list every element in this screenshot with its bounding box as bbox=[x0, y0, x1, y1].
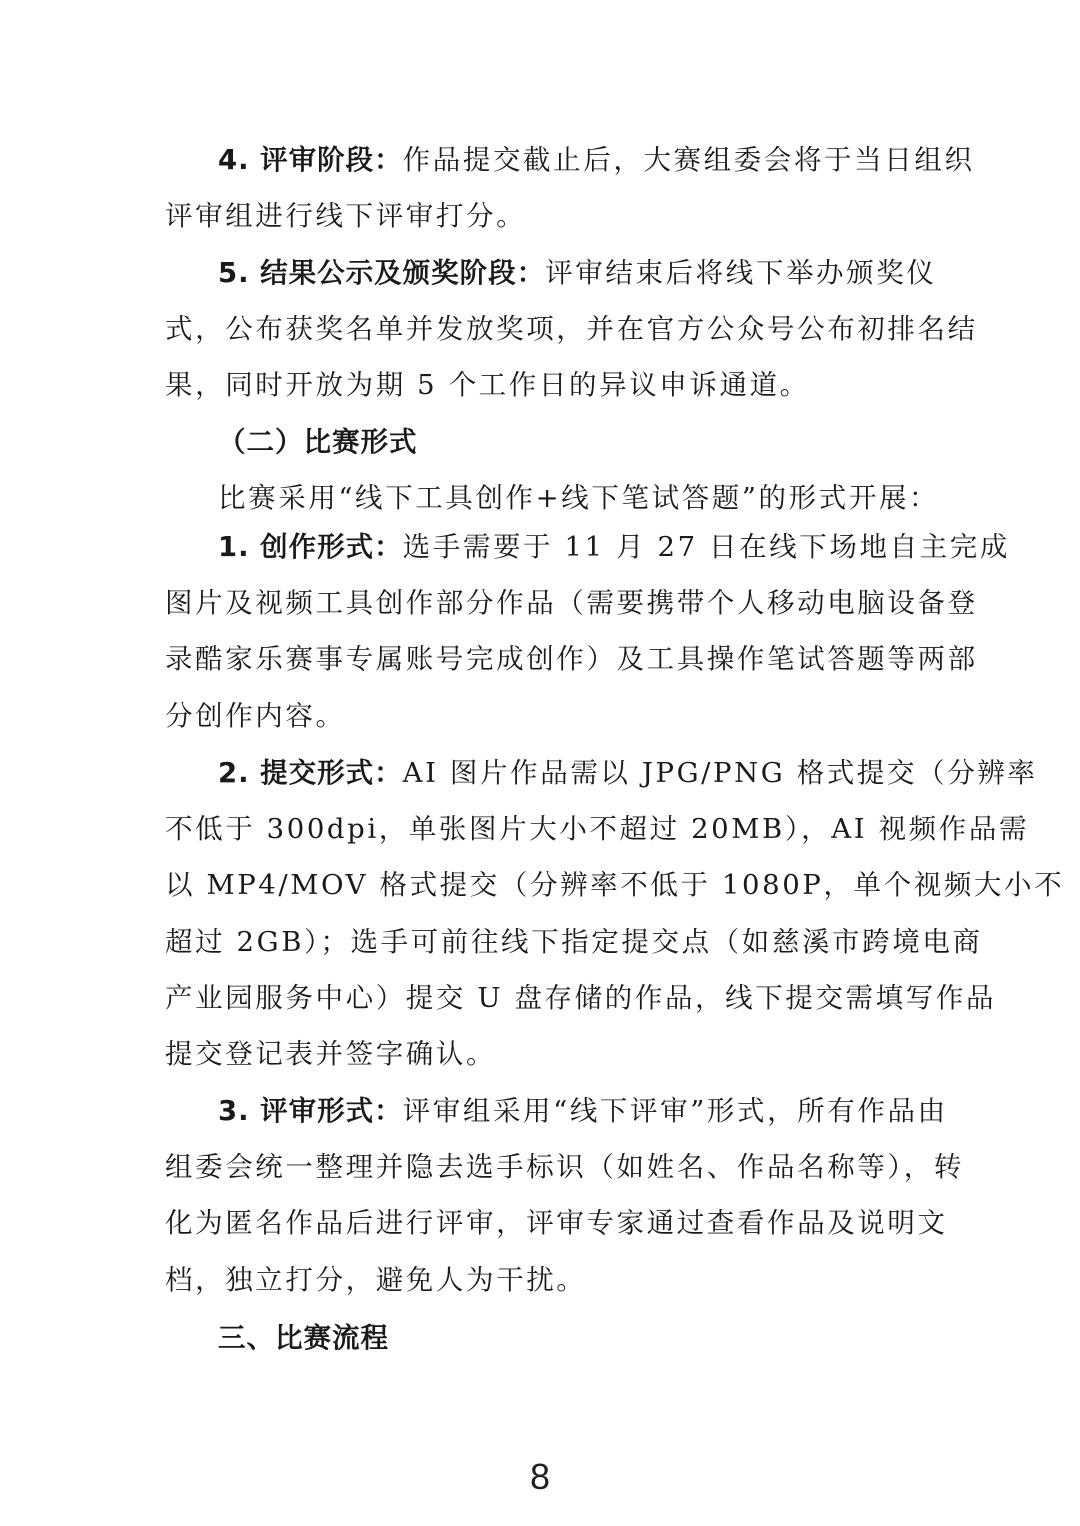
submission-form-text: AI 图片作品需以 JPG/PNG 格式提交（分辨率 bbox=[402, 757, 1038, 789]
paragraph-creation-form-line1 bbox=[218, 527, 1011, 567]
section-heading-competition-process: 三、比赛流程 bbox=[218, 1322, 389, 1354]
paragraph-review-stage-line1 bbox=[218, 140, 978, 180]
paragraph-review-form-line3: 化为匿名作品后进行评审，评审专家通过查看作品及说明文 bbox=[165, 1207, 948, 1239]
review-form-label: 3. 评审形式： bbox=[218, 1095, 403, 1127]
paragraph-review-form-line2: 组委会统一整理并隐去选手标识（如姓名、作品名称等），转 bbox=[165, 1151, 964, 1183]
page-number: 8 bbox=[529, 1456, 551, 1497]
section-heading-competition-form: （二）比赛形式 bbox=[218, 426, 418, 458]
paragraph-submission-form-line1 bbox=[218, 753, 1038, 793]
review-stage-label: 4. 评审阶段： bbox=[218, 144, 403, 176]
paragraph-results-stage-line3: 果，同时开放为期 5 个工作日的异议申诉通道。 bbox=[165, 369, 810, 401]
review-form-text: 评审组采用“线下评审”形式，所有作品由 bbox=[402, 1095, 948, 1127]
paragraph-review-form-line4: 档，独立打分，避免人为干扰。 bbox=[165, 1264, 587, 1296]
paragraph-submission-form-line3: 以 MP4/MOV 格式提交（分辨率不低于 1080P，单个视频大小不 bbox=[165, 869, 1065, 901]
paragraph-results-stage-line2: 式，公布获奖名单并发放奖项，并在官方公众号公布初排名结 bbox=[165, 313, 978, 345]
competition-form-intro: 比赛采用“线下工具创作+线下笔试答题”的形式开展： bbox=[218, 482, 940, 514]
paragraph-submission-form-line2: 不低于 300dpi，单张图片大小不超过 20MB），AI 视频作品需 bbox=[165, 813, 1030, 845]
paragraph-submission-form-line5: 产业园服务中心）提交 U 盘存储的作品，线下提交需填写作品 bbox=[165, 982, 997, 1014]
submission-form-label: 2. 提交形式： bbox=[218, 757, 403, 789]
results-stage-text: 评审结束后将线下举办颁奖仪 bbox=[545, 257, 937, 289]
paragraph-creation-form-line2: 图片及视频工具创作部分作品（需要携带个人移动电脑设备登 bbox=[165, 587, 978, 619]
paragraph-creation-form-line4: 分创作内容。 bbox=[165, 700, 346, 732]
paragraph-review-stage-line2: 评审组进行线下评审打分。 bbox=[165, 200, 527, 232]
creation-form-text: 选手需要于 11 月 27 日在线下场地自主完成 bbox=[402, 531, 1011, 563]
paragraph-creation-form-line3: 录酷家乐赛事专属账号完成创作）及工具操作笔试答题等两部 bbox=[165, 643, 978, 675]
paragraph-review-form-line1 bbox=[218, 1091, 978, 1131]
paragraph-submission-form-line4: 超过 2GB）；选手可前往线下指定提交点（如慈溪市跨境电商 bbox=[165, 926, 983, 958]
creation-form-label: 1. 创作形式： bbox=[218, 531, 403, 563]
results-stage-label: 5. 结果公示及颁奖阶段： bbox=[218, 257, 546, 289]
paragraph-results-stage-line1 bbox=[218, 253, 978, 293]
paragraph-submission-form-line6: 提交登记表并签字确认。 bbox=[165, 1038, 497, 1070]
review-stage-text: 作品提交截止后，大赛组委会将于当日组织 bbox=[402, 144, 975, 176]
